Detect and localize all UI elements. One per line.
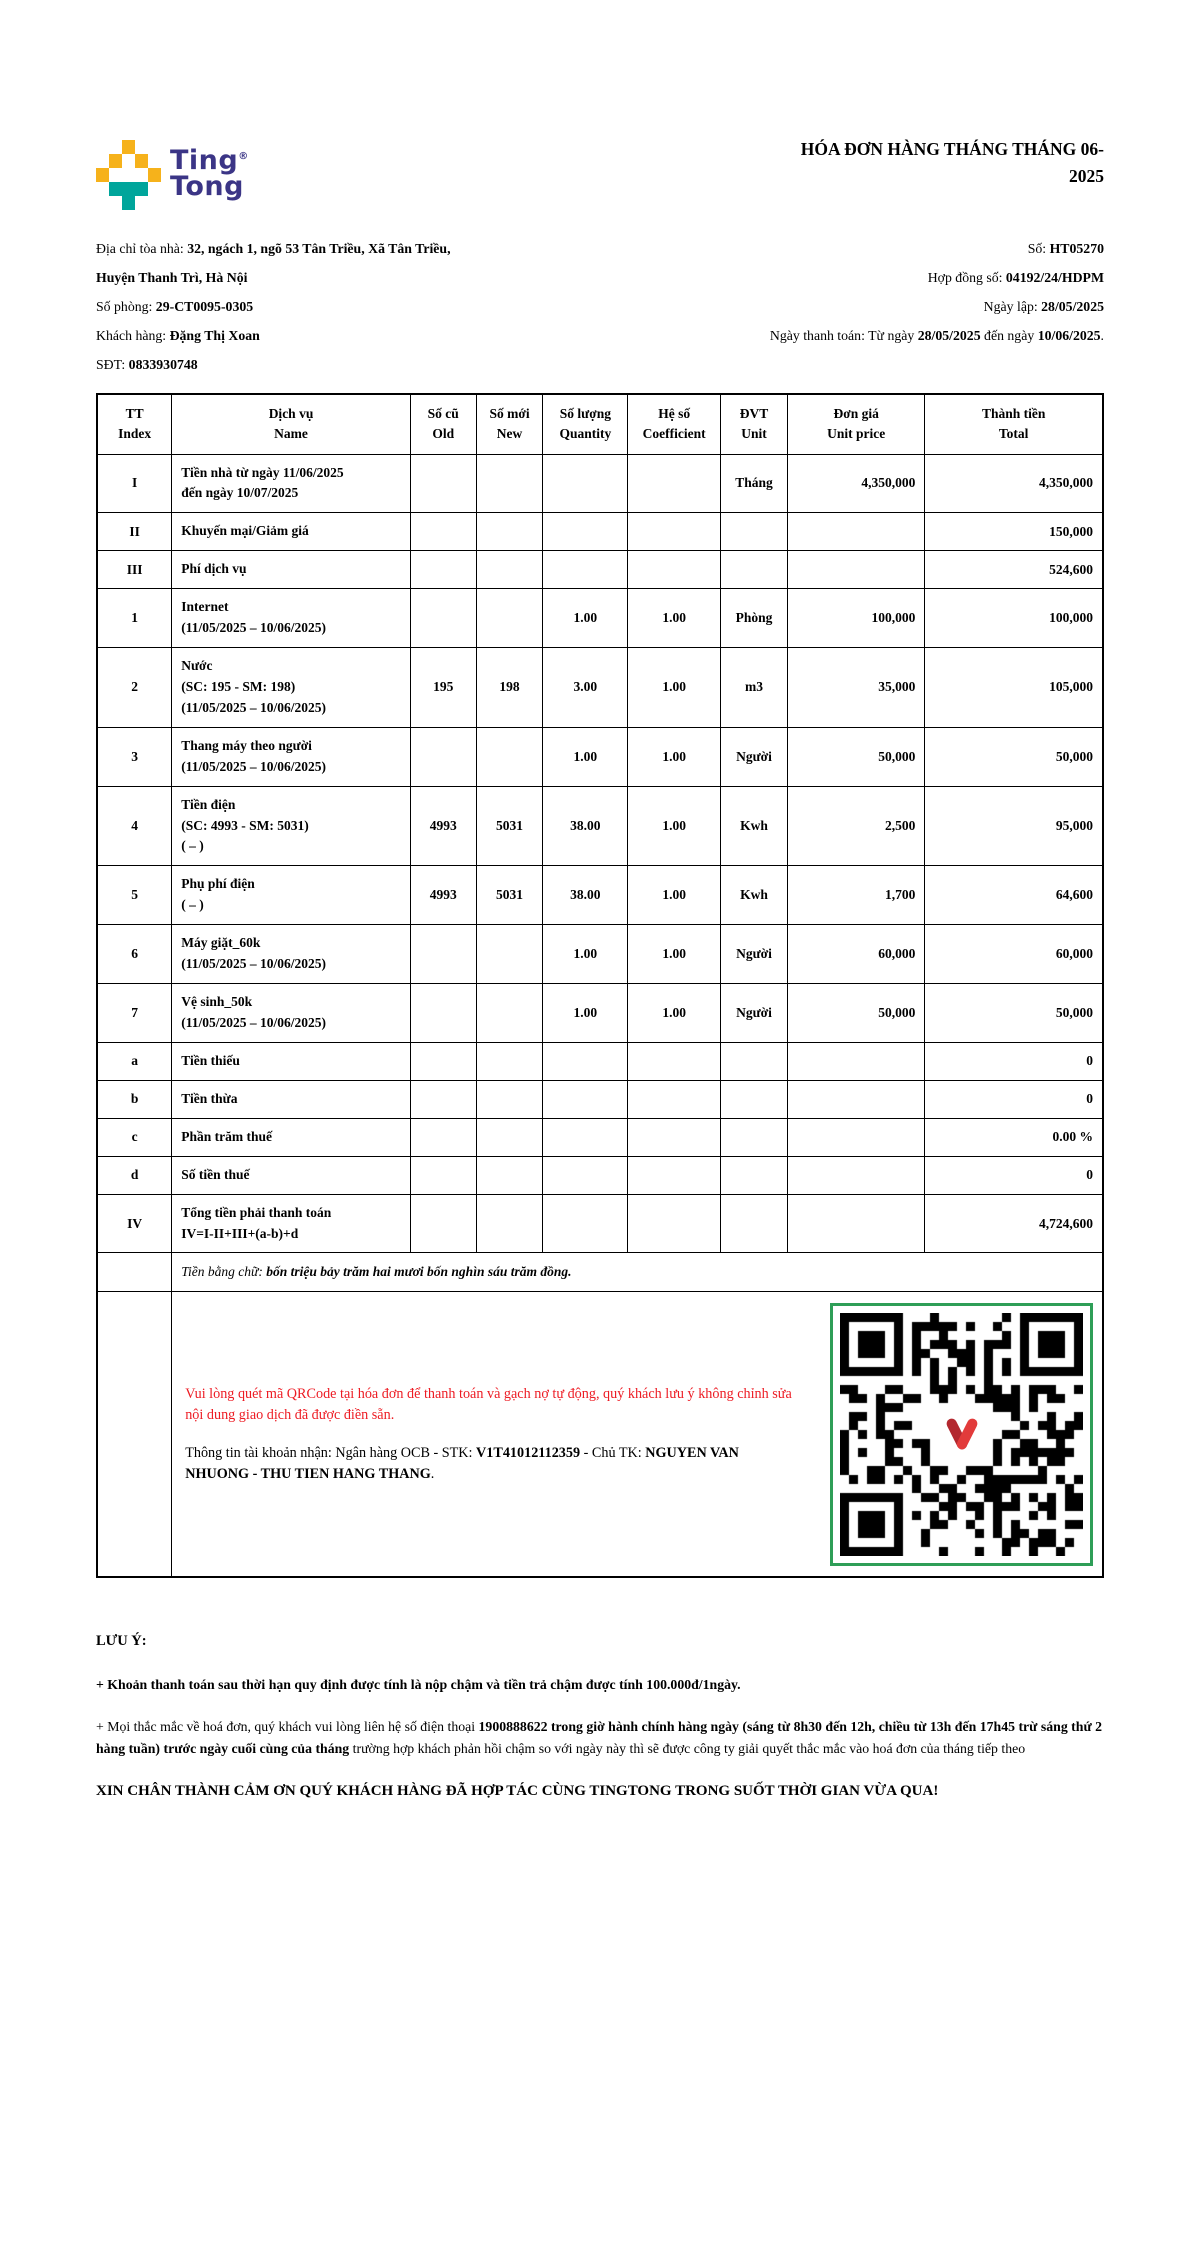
- cell-index: 6: [97, 925, 172, 984]
- cell-coefficient: [628, 1118, 721, 1156]
- cell-new-reading: [476, 1194, 543, 1253]
- cell-index: IV: [97, 1194, 172, 1253]
- contract-number: Hợp đồng số: 04192/24/HDPM: [927, 270, 1104, 285]
- cell-index: b: [97, 1080, 172, 1118]
- cell-service-name: Thang máy theo người (11/05/2025 – 10/06/2025): [172, 727, 411, 786]
- table-row: [97, 513, 1103, 551]
- cell-old-reading: 4993: [410, 866, 476, 925]
- cell-total: 60,000: [925, 925, 1103, 984]
- invoice-number: Số: HT05270: [1027, 241, 1104, 256]
- cell-unit-price: 60,000: [787, 925, 924, 984]
- cell-unit-price: 2,500: [787, 786, 924, 866]
- contact-note: + Mọi thắc mắc về hoá đơn, quý khách vui lòng liên hệ số điện thoại 1900888622 trong giờ hành chính hàng ngày (sáng từ 8h30 đến 12h, chiều từ 13h đến 17h45 trừ sáng thứ 2 hàng tuần) trước ngày cuối cùng của tháng trường hợp khách phản hồi chậm so với ngày này thì sẽ được công ty giải quyết thắc mắc vào hoá đơn của tháng tiếp theo: [96, 1719, 1103, 1756]
- invoice-info: [96, 234, 1104, 379]
- cell-unit: [721, 1042, 788, 1080]
- cell-service-name: Phần trăm thuế: [172, 1118, 411, 1156]
- cell-old-reading: 195: [410, 648, 476, 728]
- cell-quantity: [543, 1042, 628, 1080]
- cell-coefficient: 1.00: [628, 589, 721, 648]
- cell-total: 64,600: [925, 866, 1103, 925]
- cell-old-reading: [410, 454, 476, 513]
- cell-total: 50,000: [925, 727, 1103, 786]
- cell-old-reading: [410, 925, 476, 984]
- cell-total: 50,000: [925, 984, 1103, 1043]
- cell-old-reading: [410, 1194, 476, 1253]
- qr-row: [97, 1292, 1103, 1578]
- cell-old-reading: [410, 984, 476, 1043]
- table-header-cell: Dịch vụ Name: [172, 394, 411, 454]
- cell-quantity: [543, 1080, 628, 1118]
- cell-new-reading: 5031: [476, 866, 543, 925]
- cell-service-name: Phụ phí điện ( – ): [172, 866, 411, 925]
- cell-unit-price: 4,350,000: [787, 454, 924, 513]
- table-row: [97, 589, 1103, 648]
- cell-new-reading: [476, 551, 543, 589]
- table-row: [97, 1080, 1103, 1118]
- cell-index: I: [97, 454, 172, 513]
- cell-new-reading: [476, 589, 543, 648]
- cell-new-reading: 5031: [476, 786, 543, 866]
- cell-total: 524,600: [925, 551, 1103, 589]
- cell-new-reading: [476, 984, 543, 1043]
- cell-quantity: [543, 551, 628, 589]
- cell-unit-price: 50,000: [787, 727, 924, 786]
- table-row: [97, 1156, 1103, 1194]
- cell-quantity: [543, 1118, 628, 1156]
- cell-quantity: [543, 454, 628, 513]
- table-row: [97, 786, 1103, 866]
- table-header-cell: Số mới New: [476, 394, 543, 454]
- cell-total: 0: [925, 1042, 1103, 1080]
- cell-unit: [721, 513, 788, 551]
- cell-total: 100,000: [925, 589, 1103, 648]
- table-row: [97, 866, 1103, 925]
- cell-service-name: Máy giặt_60k (11/05/2025 – 10/06/2025): [172, 925, 411, 984]
- cell-coefficient: [628, 513, 721, 551]
- cell-old-reading: 4993: [410, 786, 476, 866]
- cell-coefficient: [628, 1080, 721, 1118]
- table-header-cell: ĐVT Unit: [721, 394, 788, 454]
- invoice-title: HÓA ĐƠN HÀNG THÁNG THÁNG 06- 2025: [800, 139, 1104, 187]
- info-row: [96, 292, 1104, 321]
- cell-unit-price: [787, 1118, 924, 1156]
- table-row: [97, 454, 1103, 513]
- cell-unit: [721, 1194, 788, 1253]
- cell-unit: Kwh: [721, 866, 788, 925]
- cell-service-name: Tiền nhà từ ngày 11/06/2025 đến ngày 10/07/2025: [172, 454, 411, 513]
- footer-notes: [96, 1630, 1104, 1803]
- table-header-cell: TT Index: [97, 394, 172, 454]
- qr-section: [172, 1292, 1103, 1578]
- brand-wordmark: Ting® Tong: [170, 145, 249, 203]
- cell-unit-price: [787, 513, 924, 551]
- cell-old-reading: [410, 1080, 476, 1118]
- cell-index: 7: [97, 984, 172, 1043]
- table-row: [97, 727, 1103, 786]
- cell-index: III: [97, 551, 172, 589]
- cell-index: 4: [97, 786, 172, 866]
- cell-service-name: Nước (SC: 195 - SM: 198) (11/05/2025 – 10/06/2025): [172, 648, 411, 728]
- cell-old-reading: [410, 1156, 476, 1194]
- customer-phone: SĐT: 0833930748: [96, 357, 198, 372]
- qr-instructions: [181, 1384, 801, 1484]
- cell-new-reading: [476, 1080, 543, 1118]
- cell-unit: m3: [721, 648, 788, 728]
- issue-date: Ngày lập: 28/05/2025: [983, 299, 1104, 314]
- table-row: [97, 1194, 1103, 1253]
- cell-coefficient: 1.00: [628, 727, 721, 786]
- cell-service-name: Số tiền thuế: [172, 1156, 411, 1194]
- cell-service-name: Khuyến mại/Giảm giá: [172, 513, 411, 551]
- cell-quantity: [543, 513, 628, 551]
- cell-unit-price: [787, 1042, 924, 1080]
- cell-quantity: 1.00: [543, 984, 628, 1043]
- cell-old-reading: [410, 551, 476, 589]
- cell-old-reading: [410, 727, 476, 786]
- tingtong-logo-icon: [96, 140, 161, 210]
- cell-unit: [721, 1118, 788, 1156]
- cell-unit-price: 35,000: [787, 648, 924, 728]
- cell-coefficient: 1.00: [628, 984, 721, 1043]
- table-row: [97, 1118, 1103, 1156]
- cell-old-reading: [410, 1118, 476, 1156]
- cell-new-reading: [476, 1118, 543, 1156]
- cell-unit: Phòng: [721, 589, 788, 648]
- bank-account-info: Thông tin tài khoản nhận: Ngân hàng OCB - STK: V1T41012112359 - Chủ TK: NGUYEN VAN NHUONG - THU TIEN HANG THANG.: [185, 1445, 739, 1483]
- cell-service-name: Tiền điện (SC: 4993 - SM: 5031) ( – ): [172, 786, 411, 866]
- cell-quantity: 3.00: [543, 648, 628, 728]
- amount-in-words-row: [97, 1253, 1103, 1292]
- customer-name: Khách hàng: Đặng Thị Xoan: [96, 328, 260, 343]
- info-row: [96, 234, 1104, 263]
- cell-old-reading: [410, 589, 476, 648]
- table-row: [97, 1042, 1103, 1080]
- cell-empty: [97, 1292, 172, 1578]
- cell-unit: Tháng: [721, 454, 788, 513]
- cell-old-reading: [410, 1042, 476, 1080]
- cell-service-name: Vệ sinh_50k (11/05/2025 – 10/06/2025): [172, 984, 411, 1043]
- cell-unit: [721, 1080, 788, 1118]
- cell-total: 150,000: [925, 513, 1103, 551]
- cell-quantity: 1.00: [543, 727, 628, 786]
- payment-qr-code: [830, 1303, 1093, 1566]
- room-number: Số phòng: 29-CT0095-0305: [96, 299, 254, 314]
- building-address-line2: Huyện Thanh Trì, Hà Nội: [96, 270, 248, 285]
- registered-mark-icon: ®: [238, 151, 249, 162]
- cell-unit: [721, 1156, 788, 1194]
- cell-new-reading: 198: [476, 648, 543, 728]
- cell-index: 2: [97, 648, 172, 728]
- cell-quantity: [543, 1156, 628, 1194]
- cell-unit: Người: [721, 925, 788, 984]
- cell-coefficient: [628, 551, 721, 589]
- vietqr-heart-icon: [934, 1406, 990, 1462]
- cell-unit: Người: [721, 727, 788, 786]
- amount-in-words: Tiền bằng chữ: bốn triệu bảy trăm hai mươi bốn nghìn sáu trăm đồng.: [172, 1253, 1103, 1292]
- cell-coefficient: 1.00: [628, 925, 721, 984]
- cell-index: d: [97, 1156, 172, 1194]
- cell-old-reading: [410, 513, 476, 551]
- cell-index: a: [97, 1042, 172, 1080]
- cell-service-name: Phí dịch vụ: [172, 551, 411, 589]
- cell-empty: [97, 1253, 172, 1292]
- cell-unit: [721, 551, 788, 589]
- table-header-row: [97, 394, 1103, 454]
- cell-total: 4,724,600: [925, 1194, 1103, 1253]
- cell-quantity: 1.00: [543, 925, 628, 984]
- cell-new-reading: [476, 513, 543, 551]
- cell-quantity: [543, 1194, 628, 1253]
- cell-index: 1: [97, 589, 172, 648]
- cell-new-reading: [476, 1156, 543, 1194]
- cell-coefficient: 1.00: [628, 648, 721, 728]
- cell-quantity: 1.00: [543, 589, 628, 648]
- cell-new-reading: [476, 925, 543, 984]
- brand-logo: [96, 140, 249, 210]
- cell-new-reading: [476, 727, 543, 786]
- cell-unit: Kwh: [721, 786, 788, 866]
- cell-quantity: 38.00: [543, 786, 628, 866]
- table-header-cell: Hệ số Coefficient: [628, 394, 721, 454]
- cell-service-name: Tiền thừa: [172, 1080, 411, 1118]
- cell-unit-price: 50,000: [787, 984, 924, 1043]
- cell-service-name: Tiền thiếu: [172, 1042, 411, 1080]
- table-row: [97, 648, 1103, 728]
- cell-index: 5: [97, 866, 172, 925]
- cell-coefficient: [628, 1042, 721, 1080]
- qr-note-red: Vui lòng quét mã QRCode tại hóa đơn để thanh toán và gạch nợ tự động, quý khách lưu ý không chỉnh sửa nội dung giao dịch đã được điền sẵn.: [185, 1386, 792, 1423]
- cell-total: 4,350,000: [925, 454, 1103, 513]
- cell-coefficient: [628, 454, 721, 513]
- table-header-cell: Thành tiền Total: [925, 394, 1103, 454]
- table-row: [97, 925, 1103, 984]
- services-table: [96, 393, 1104, 1578]
- cell-index: c: [97, 1118, 172, 1156]
- cell-new-reading: [476, 454, 543, 513]
- cell-total: 0: [925, 1156, 1103, 1194]
- info-row: [96, 263, 1104, 292]
- cell-quantity: 38.00: [543, 866, 628, 925]
- cell-unit-price: [787, 1080, 924, 1118]
- table-row: [97, 984, 1103, 1043]
- cell-total: 0: [925, 1080, 1103, 1118]
- table-row: [97, 551, 1103, 589]
- info-row: [96, 350, 1104, 379]
- cell-unit: Người: [721, 984, 788, 1043]
- cell-unit-price: 100,000: [787, 589, 924, 648]
- cell-unit-price: [787, 551, 924, 589]
- cell-total: 95,000: [925, 786, 1103, 866]
- thank-you-message: XIN CHÂN THÀNH CẢM ƠN QUÝ KHÁCH HÀNG ĐÃ HỢP TÁC CÙNG TINGTONG TRONG SUỐT THỜI GIAN VỪA QUA!: [96, 1783, 939, 1800]
- cell-new-reading: [476, 1042, 543, 1080]
- notes-heading: LƯU Ý:: [96, 1633, 147, 1650]
- cell-index: II: [97, 513, 172, 551]
- cell-coefficient: [628, 1156, 721, 1194]
- table-header-cell: Số lượng Quantity: [543, 394, 628, 454]
- info-row: [96, 321, 1104, 350]
- cell-coefficient: 1.00: [628, 786, 721, 866]
- cell-index: 3: [97, 727, 172, 786]
- cell-unit-price: [787, 1194, 924, 1253]
- table-header-cell: Đơn giá Unit price: [787, 394, 924, 454]
- cell-service-name: Tổng tiền phải thanh toán IV=I-II+III+(a-b)+d: [172, 1194, 411, 1253]
- cell-coefficient: 1.00: [628, 866, 721, 925]
- header: [96, 140, 1104, 210]
- cell-coefficient: [628, 1194, 721, 1253]
- table-header-cell: Số cũ Old: [410, 394, 476, 454]
- cell-total: 0.00 %: [925, 1118, 1103, 1156]
- late-payment-note: + Khoản thanh toán sau thời hạn quy định được tính là nộp chậm và tiền trả chậm được tính 100.000đ/1ngày.: [96, 1676, 741, 1692]
- building-address: Địa chỉ tòa nhà: 32, ngách 1, ngõ 53 Tân Triều, Xã Tân Triều,: [96, 241, 451, 256]
- cell-unit-price: [787, 1156, 924, 1194]
- payment-period: Ngày thanh toán: Từ ngày 28/05/2025 đến ngày 10/06/2025.: [769, 328, 1104, 343]
- cell-service-name: Internet (11/05/2025 – 10/06/2025): [172, 589, 411, 648]
- cell-total: 105,000: [925, 648, 1103, 728]
- cell-unit-price: 1,700: [787, 866, 924, 925]
